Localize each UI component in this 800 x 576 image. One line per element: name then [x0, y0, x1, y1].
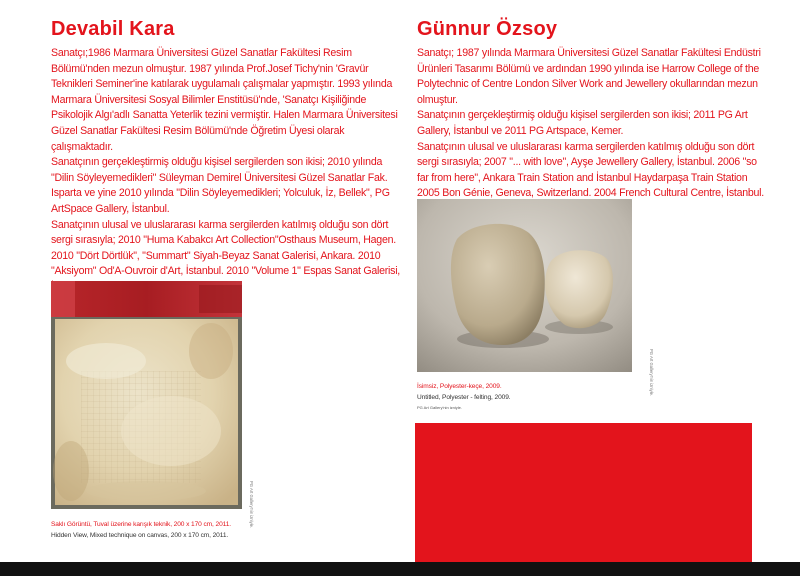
photo-credit-left: PG Art Gallery'nin izniyle.	[249, 481, 254, 529]
photo-credit-right: PG Art Gallery'nin izniyle.	[649, 349, 654, 397]
artwork-image-untitled	[417, 199, 632, 372]
photo-credit-right-small: PG Art Gallery'nin izniyle.	[417, 405, 463, 410]
caption-tr-left: Saklı Görüntü, Tuval üzerine karışık teknik, 200 x 170 cm, 2011.	[51, 521, 232, 528]
caption-tr-right: İsimsiz, Polyester-keçe, 2009.	[417, 383, 502, 390]
bio-paragraph-right-3: Sanatçının ulusal ve uluslararası karma sergilerden katılmış olduğu son dört sergi sırasıyla; 2007 "... with love", Ayşe Jewellery Gallery, İstanbul. 2006 "so far from here", Ankara Train Station and İstanbul Haydarpaşa Train Station 2005 Bon Génie, Geneva, Switzerland. 2004 French Cultural Centre, İstanbul.	[417, 140, 764, 200]
artist-left-section	[51, 18, 406, 296]
bio-paragraph-left-2: Sanatçının gerçekleştirmiş olduğu kişisel sergilerden son ikisi; 2010 yılında "Dilin Söyleyemedikleri" Süleyman Demirel Üniversitesi Güzel Sanatlar Fak. Isparta ve yine 2010 yılında "Dilin Söyleyemedikleri; Yolculuk, İz, Bellek", PG ArtSpace Gallery, İstanbul.	[51, 156, 390, 215]
bio-paragraph-right-1: Sanatçı; 1987 yılında Marmara Üniversitesi Güzel Sanatlar Fakültesi Endüstri Ürünleri Tasarımı Bölümü ve ardından 1990 yılında ise Harrow College of the Polytechnic of Centre London Silver Work and Jewellery okullarından mezun olmuştur.	[417, 47, 761, 106]
artist-name-right: Günnur Özsoy	[417, 18, 558, 40]
bio-paragraph-right-2: Sanatçının gerçekleştirmiş olduğu kişisel sergilerden son ikisi; 2011 PG Art Gallery, İstanbul ve 2011 PG Artspace, Kemer.	[417, 109, 748, 137]
red-decorative-band	[415, 423, 752, 562]
caption-en-left: Hidden View, Mixed technique on canvas, 200 x 170 cm, 2011.	[51, 532, 229, 539]
caption-en-right: Untitled, Polyester - felting, 2009.	[417, 394, 511, 401]
artwork-image-hidden-view	[51, 281, 242, 509]
bio-paragraph-left-1: Sanatçı;1986 Marmara Üniversitesi Güzel Sanatlar Fakültesi Resim Bölümü'nden mezun olmuştur. 1987 yılında Prof.Josef Tichy'nin 'Gravür Teknikleri Seminer'ine katılarak uygulamalı çalışmalar yapmıştır. 1993 yılında Marmara Üniversitesi Sosyal Bilimler Enstitüsü'nde, 'Sanatçı Kişiliğinde Psikolojik Algı'adlı Sanatta Yeterlik tezini vermiştir. Halen Marmara Üniversitesi Güzel Sanatlar Fakültesi Resim Bölümü'nde Öğretim Üyesi olarak çalışmaktadır.	[51, 47, 398, 153]
artist-right-section	[417, 18, 769, 202]
artist-name-left: Devabil Kara	[51, 18, 175, 40]
bio-paragraph-left-3: Sanatçının ulusal ve uluslararası karma sergilerden katılmış olduğu son dört sergi sırasıyla; 2010 "Huma Kabakcı Art Collection"Osthaus Museum, Hagen. 2010 "Dört Dörtlük", "Summart" Siyah-Beyaz Sanat Galerisi, Ankara. 2010 "Aksiyom" Od'A-Ouvroir d'Art, İstanbul. 2010 "Volume 1" Espas Sanat Galerisi,	[51, 218, 401, 278]
